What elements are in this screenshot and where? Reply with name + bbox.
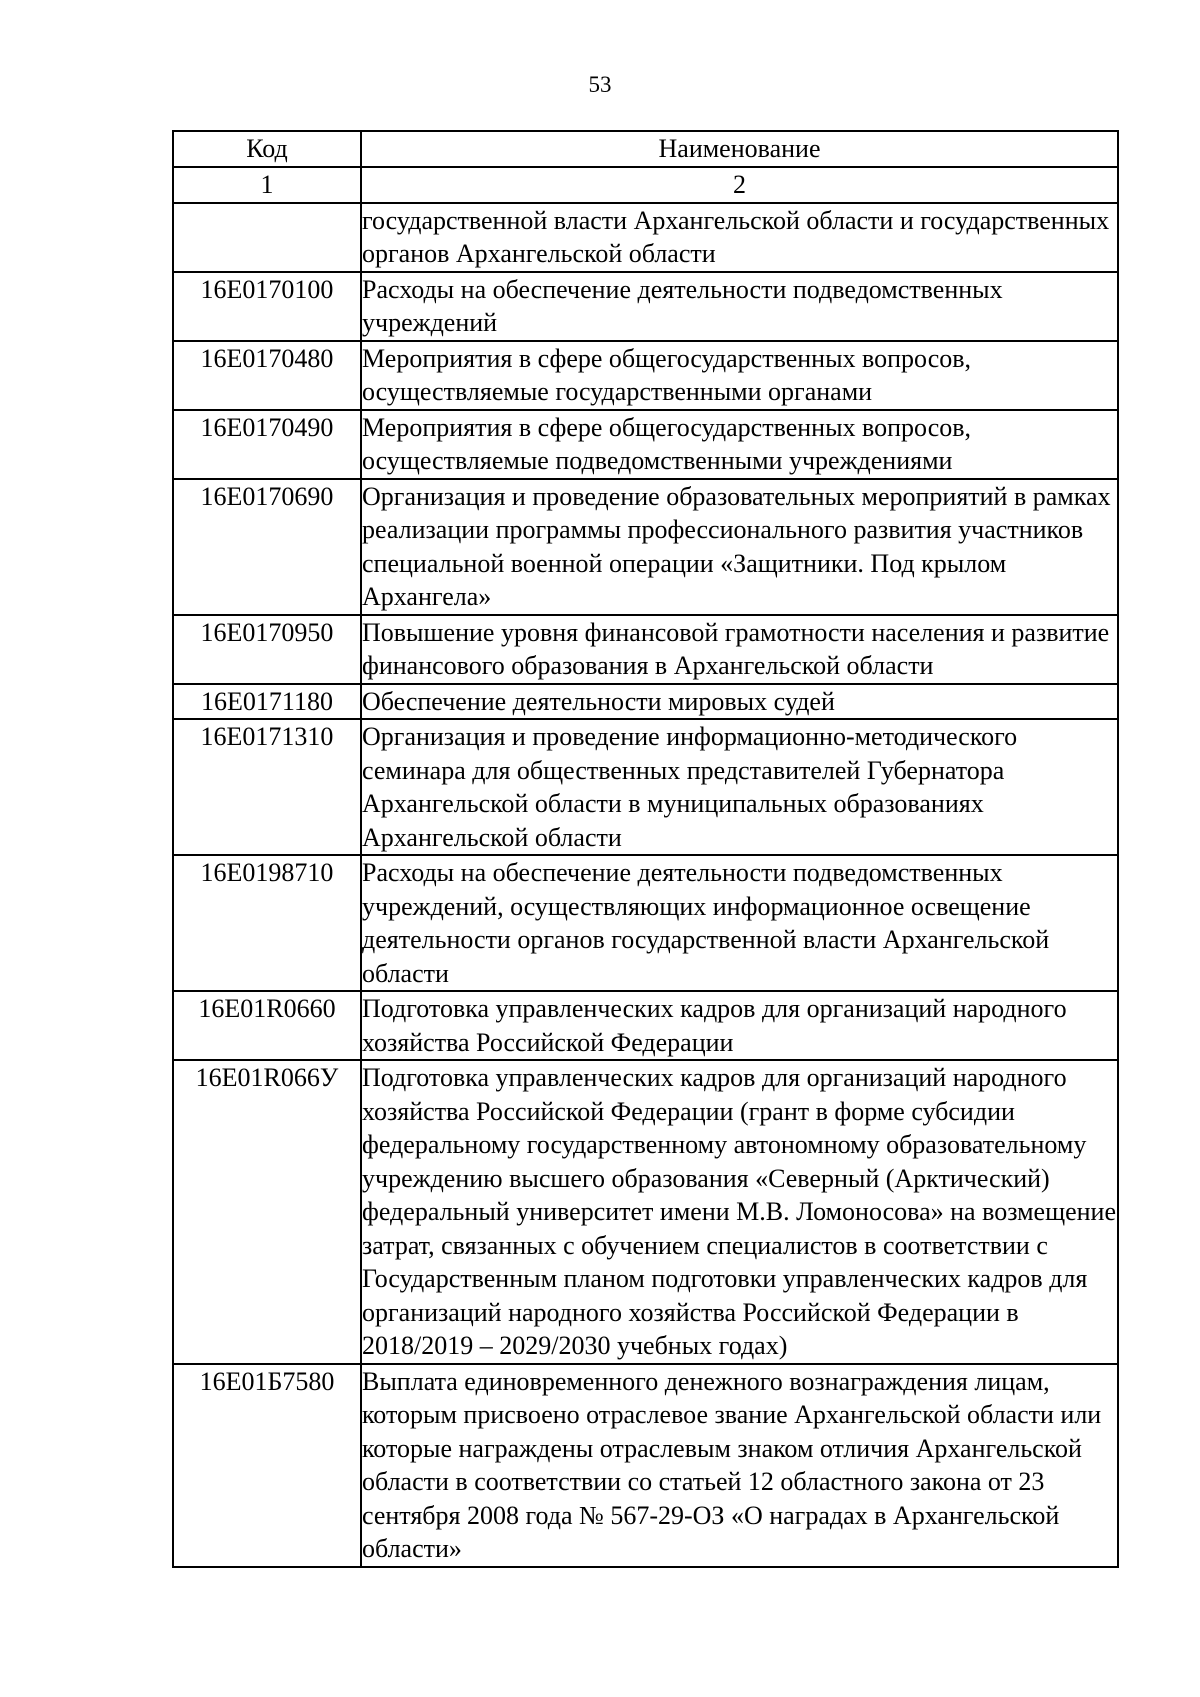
- table-row: [173, 341, 1118, 410]
- table-row: [173, 719, 1118, 855]
- row-code: 16Е0198710: [173, 855, 361, 991]
- row-name: Расходы на обеспечение деятельности подведомственных учреждений: [361, 272, 1118, 341]
- table-row: [173, 272, 1118, 341]
- column-number-2: 2: [361, 167, 1118, 203]
- row-name: Мероприятия в сфере общегосударственных вопросов, осуществляемые государственными органами: [361, 341, 1118, 410]
- table-row: [173, 410, 1118, 479]
- row-name: государственной власти Архангельской области и государственных органов Архангельской области: [361, 203, 1118, 272]
- row-name: Организация и проведение информационно-методического семинара для общественных представителей Губернатора Архангельской области в муниципальных образованиях Архангельской области: [361, 719, 1118, 855]
- page-number: 53: [588, 72, 612, 97]
- column-number-row: [173, 167, 1118, 203]
- row-name: Повышение уровня финансовой грамотности населения и развитие финансового образования в Архангельской области: [361, 615, 1118, 684]
- row-code: [173, 203, 361, 272]
- row-code: 16Е01R0660: [173, 991, 361, 1060]
- table-row: [173, 203, 1118, 272]
- row-name: Подготовка управленческих кадров для организаций народного хозяйства Российской Федерации (грант в форме субсидии федеральному государственному автономному образовательному учреждению высшего образования «Северный (Арктический) федеральный университет имени М.В. Ломоносова» на возмещение затрат, связанных с обучением специалистов в соответствии с Государственным планом подготовки управленческих кадров для организаций народного хозяйства Российской Федерации в 2018/2019 – 2029/2030 учебных годах): [361, 1060, 1118, 1364]
- row-name: Расходы на обеспечение деятельности подведомственных учреждений, осуществляющих информационное освещение деятельности органов государственной власти Архангельской области: [361, 855, 1118, 991]
- row-code: 16Е0170950: [173, 615, 361, 684]
- table-row: [173, 855, 1118, 991]
- row-name: Подготовка управленческих кадров для организаций народного хозяйства Российской Федерации: [361, 991, 1118, 1060]
- table-header-row: [173, 131, 1118, 167]
- row-code: 16Е0171180: [173, 684, 361, 720]
- row-code: 16Е0171310: [173, 719, 361, 855]
- row-name: Мероприятия в сфере общегосударственных вопросов, осуществляемые подведомственными учреждениями: [361, 410, 1118, 479]
- row-code: 16Е0170100: [173, 272, 361, 341]
- row-code: 16Е0170480: [173, 341, 361, 410]
- row-code: 16Е01Б7580: [173, 1364, 361, 1567]
- row-code: 16Е01R066У: [173, 1060, 361, 1364]
- row-name: Обеспечение деятельности мировых судей: [361, 684, 1118, 720]
- column-number-1: 1: [173, 167, 361, 203]
- row-name: Выплата единовременного денежного вознаграждения лицам, которым присвоено отраслевое звание Архангельской области или которые награждены отраслевым знаком отличия Архангельской области в соответствии со статьей 12 областного закона от 23 сентября 2008 года № 567-29-ОЗ «О наградах в Архангельской области»: [361, 1364, 1118, 1567]
- table-row: [173, 991, 1118, 1060]
- table-row: [173, 1364, 1118, 1567]
- header-name: Наименование: [361, 131, 1118, 167]
- header-code: Код: [173, 131, 361, 167]
- row-code: 16Е0170490: [173, 410, 361, 479]
- budget-codes-table: [172, 130, 1119, 1568]
- table-row: [173, 684, 1118, 720]
- table-row: [173, 479, 1118, 615]
- row-name: Организация и проведение образовательных мероприятий в рамках реализации программы профессионального развития участников специальной военной операции «Защитники. Под крылом Архангела»: [361, 479, 1118, 615]
- table-row: [173, 1060, 1118, 1364]
- row-code: 16Е0170690: [173, 479, 361, 615]
- table-row: [173, 615, 1118, 684]
